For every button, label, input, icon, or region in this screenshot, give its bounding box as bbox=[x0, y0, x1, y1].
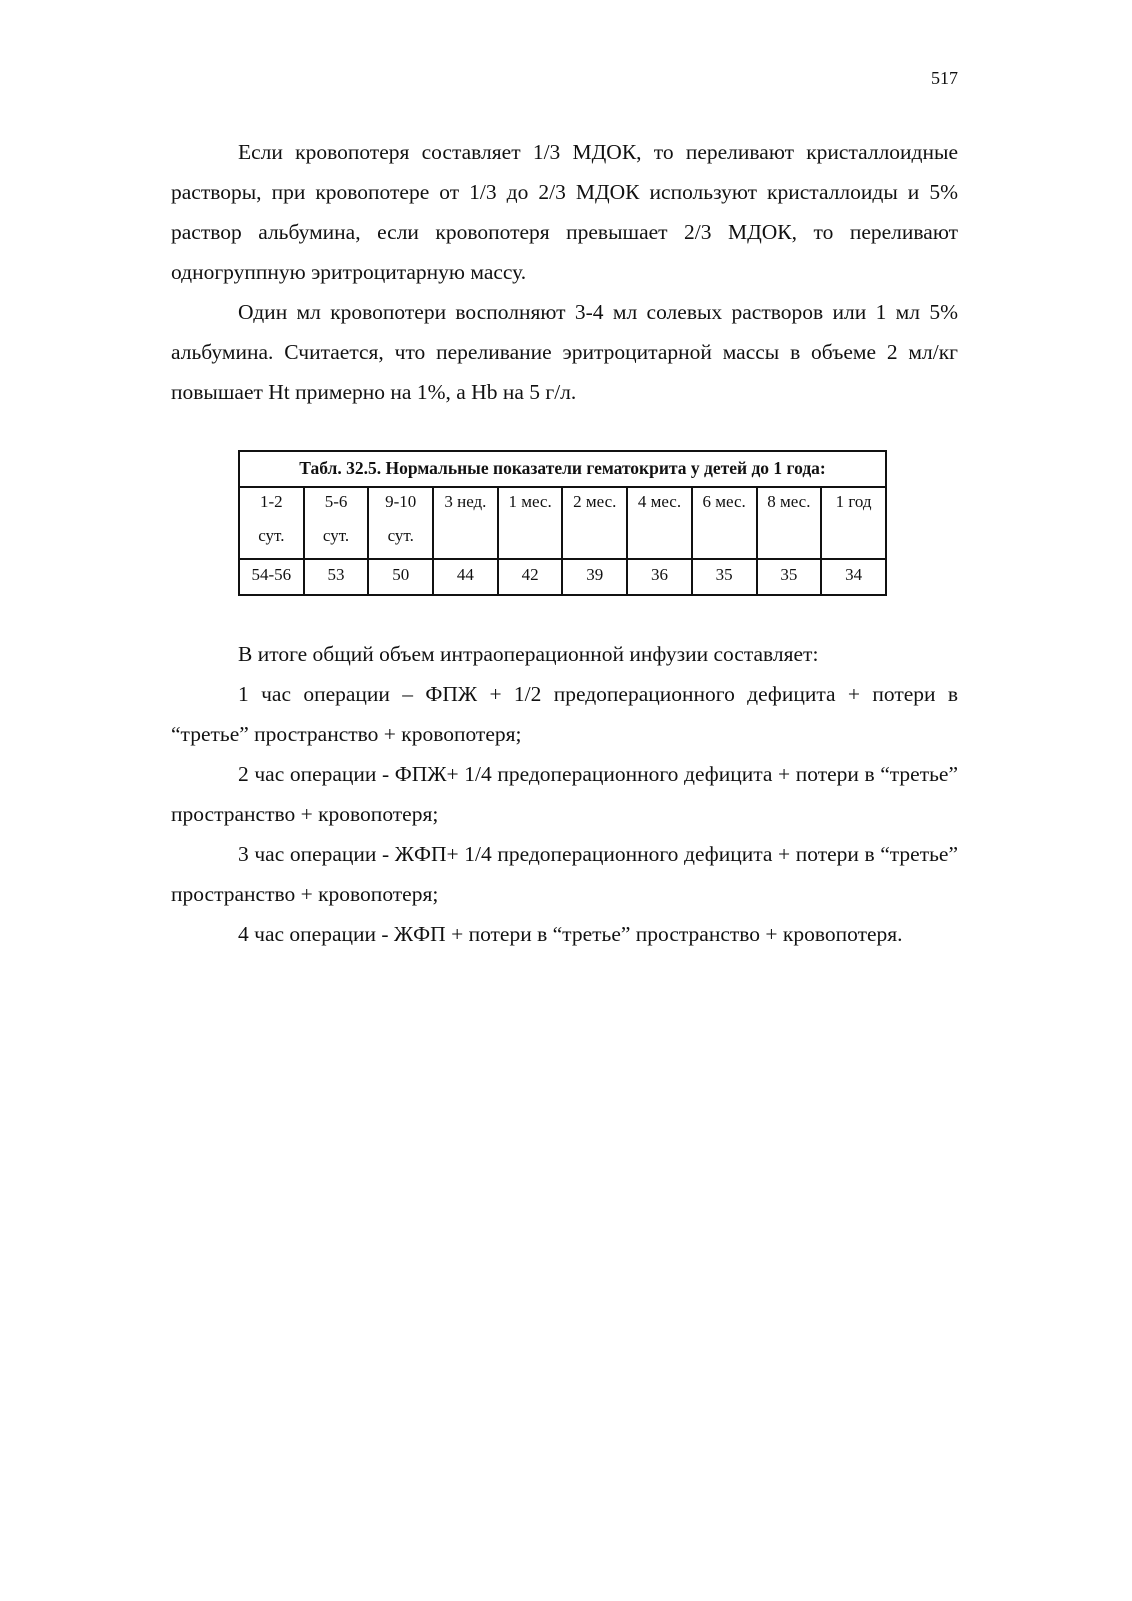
paragraph-hour-4: 4 час операции - ЖФП + потери в “третье” пространство + кровопотеря. bbox=[238, 922, 903, 946]
paragraph-hour-2: 2 час операции - ФПЖ+ 1/4 предоперационного дефицита + потери в “третье” пространство + кровопотеря; bbox=[171, 762, 958, 826]
table-value-cell: 35 bbox=[692, 559, 757, 595]
paragraph-infusion-summary: В итоге общий объем интраоперационной инфузии составляет: bbox=[238, 642, 819, 666]
table-header-cell bbox=[304, 487, 369, 559]
header-line: 2 мес. bbox=[573, 492, 617, 511]
table-header-cell bbox=[562, 487, 627, 559]
table-value-cell: 39 bbox=[562, 559, 627, 595]
header-line: 6 мес. bbox=[702, 492, 746, 511]
hematocrit-table bbox=[238, 450, 887, 596]
table-value-cell: 54-56 bbox=[239, 559, 304, 595]
header-line: сут. bbox=[387, 526, 414, 545]
paragraph-crystalloids: Если кровопотеря составляет 1/3 МДОК, то переливают кристаллоидные растворы, при кровопотере от 1/3 до 2/3 МДОК используют кристаллоиды и 5% раствор альбумина, если кровопотеря превышает 2/3 МДОК, то переливают одногруппную эритроцитарную массу. bbox=[171, 140, 958, 284]
table-caption-row bbox=[239, 451, 886, 487]
table-value-cell: 35 bbox=[757, 559, 822, 595]
table-header-cell bbox=[239, 487, 304, 559]
page-number: 517 bbox=[931, 68, 958, 88]
table-value-row bbox=[239, 559, 886, 595]
table-header-cell bbox=[498, 487, 563, 559]
table-value-cell: 42 bbox=[498, 559, 563, 595]
table-header-cell bbox=[368, 487, 433, 559]
table-header-cell bbox=[821, 487, 886, 559]
header-line: 9-10 bbox=[385, 492, 417, 511]
table-header-row bbox=[239, 487, 886, 559]
table-value-cell: 34 bbox=[821, 559, 886, 595]
header-line: 1 мес. bbox=[508, 492, 552, 511]
table-value-cell: 36 bbox=[627, 559, 692, 595]
header-line: 1-2 bbox=[260, 492, 283, 511]
infusion-section bbox=[171, 634, 958, 954]
hematocrit-table-container bbox=[238, 450, 887, 596]
table-header-cell bbox=[627, 487, 692, 559]
document-body bbox=[171, 132, 958, 954]
header-line: 1 год bbox=[835, 492, 872, 511]
table-header-cell bbox=[692, 487, 757, 559]
header-line: 5-6 bbox=[324, 492, 348, 511]
paragraph-blood-loss-replacement: Один мл кровопотери восполняют 3-4 мл солевых растворов или 1 мл 5% альбумина. Считается, что переливание эритроцитарной массы в объеме 2 мл/кг повышает Ht примерно на 1%, а Hb на 5 г/л. bbox=[171, 300, 958, 404]
paragraph-hour-1: 1 час операции – ФПЖ + 1/2 предоперационного дефицита + потери в “третье” пространство + кровопотеря; bbox=[171, 682, 958, 746]
header-line: 3 нед. bbox=[444, 492, 487, 511]
header-line: 4 мес. bbox=[637, 492, 682, 511]
table-header-cell bbox=[757, 487, 822, 559]
paragraph-hour-3: 3 час операции - ЖФП+ 1/4 предоперационного дефицита + потери в “третье” пространство + кровопотеря; bbox=[171, 842, 958, 906]
table-header-cell bbox=[433, 487, 498, 559]
table-value-cell: 50 bbox=[368, 559, 433, 595]
table-value-cell: 44 bbox=[433, 559, 498, 595]
header-line: 8 мес. bbox=[767, 492, 811, 511]
table-caption: Табл. 32.5. Нормальные показатели гематокрита у детей до 1 года: bbox=[239, 451, 886, 487]
header-line: сут. bbox=[322, 526, 350, 545]
table-value-cell: 53 bbox=[304, 559, 369, 595]
header-line: сут. bbox=[258, 526, 285, 545]
